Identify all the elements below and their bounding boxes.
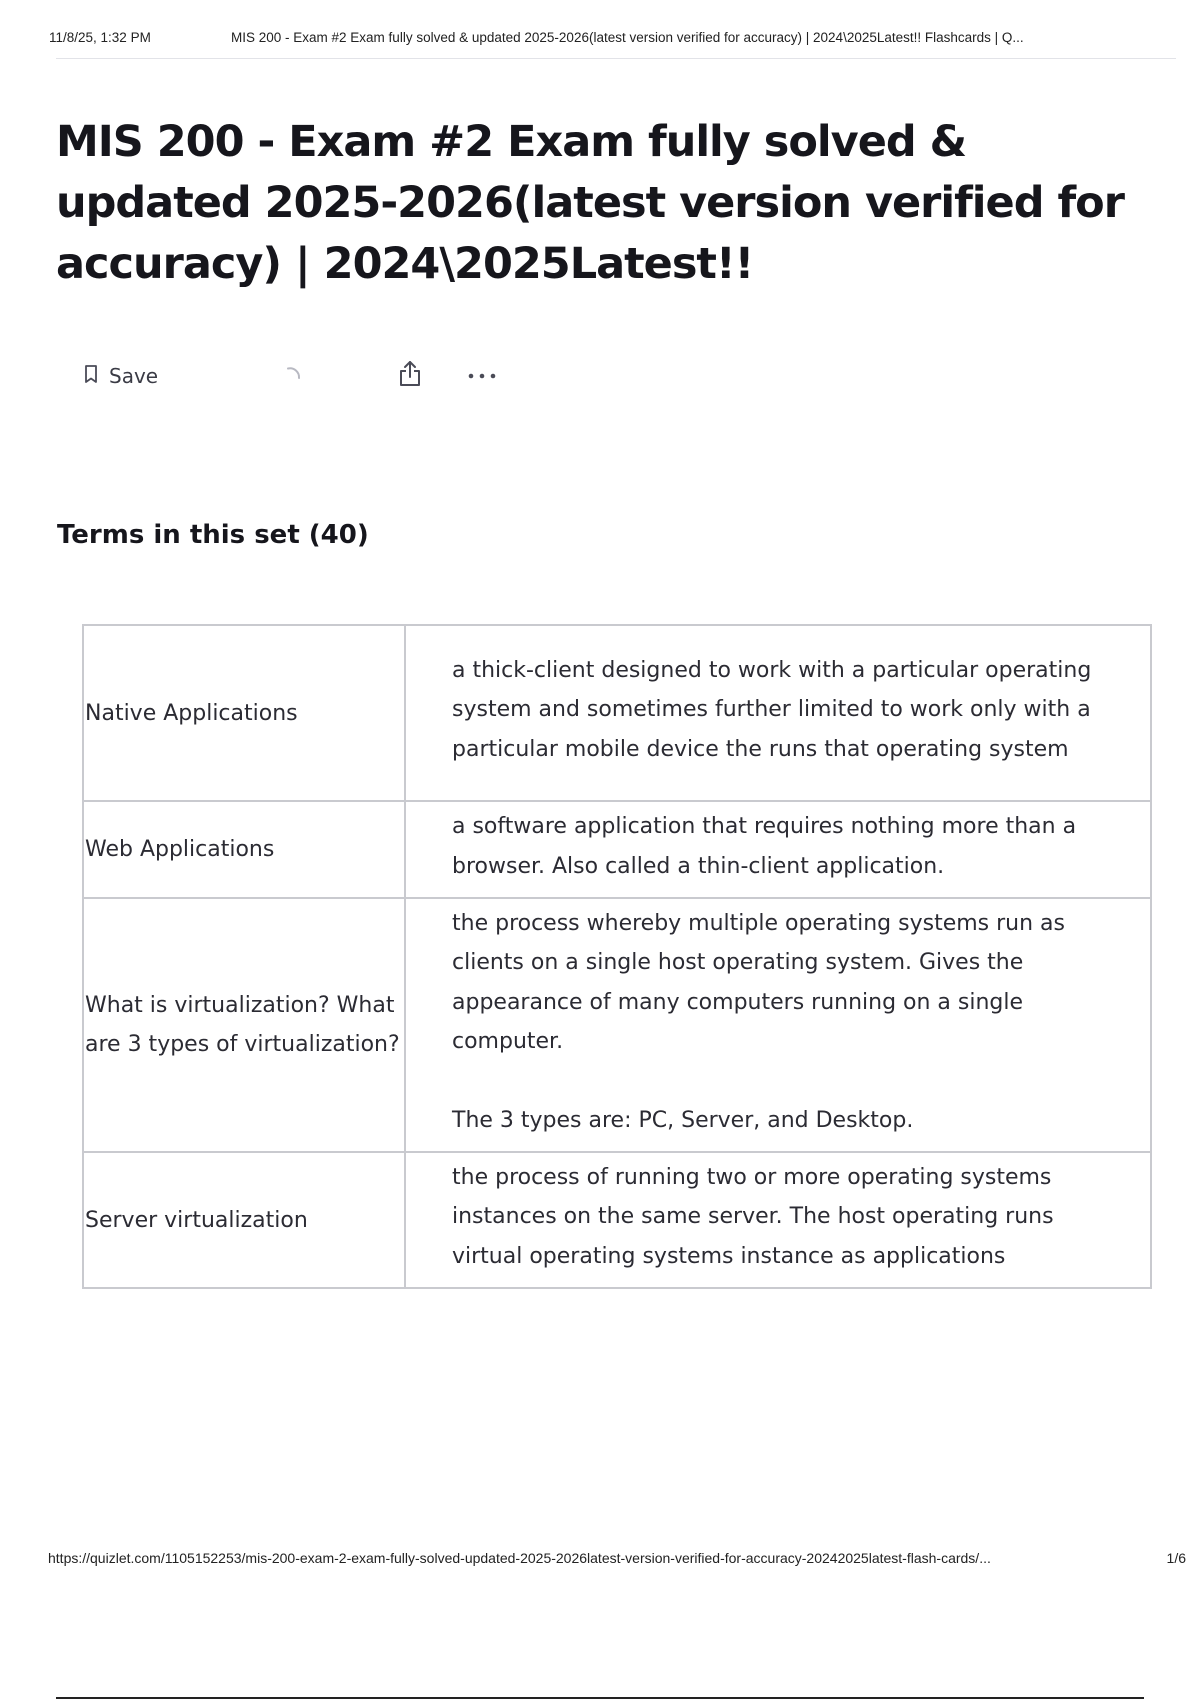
term-text: Native Applications	[83, 625, 405, 801]
save-label: Save	[109, 364, 159, 388]
definition-text: a thick-client designed to work with a particular operating system and sometimes further limited to work only with a particular mobile device the runs that operating system	[405, 625, 1151, 801]
terms-table	[82, 624, 1152, 1289]
bookmark-icon	[84, 364, 98, 389]
footer-url: https://quizlet.com/1105152253/mis-200-exam-2-exam-fully-solved-updated-2025-2026latest-version-verified-for-accuracy-20242025latest-flash-cards/...	[48, 1550, 991, 1566]
term-text: Web Applications	[83, 801, 405, 898]
bottom-divider	[56, 1697, 1144, 1699]
term-row	[83, 1152, 1151, 1288]
definition-text: the process whereby multiple operating systems run as clients on a single host operating system. Gives the appearance of many computers running on a single computer. The 3 types are: PC, Server, and Desktop.	[405, 898, 1151, 1152]
share-button[interactable]	[392, 358, 428, 394]
more-options-icon	[467, 367, 497, 385]
save-button[interactable]	[84, 358, 158, 394]
print-header	[49, 30, 1184, 50]
term-text: Server virtualization	[83, 1152, 405, 1288]
set-toolbar	[84, 358, 524, 394]
loading-spinner-icon	[274, 358, 310, 394]
page-title: MIS 200 - Exam #2 Exam fully solved & updated 2025-2026(latest version verified for accuracy) | 2024\2025Latest!!	[56, 117, 1124, 289]
term-row	[83, 801, 1151, 898]
share-icon	[397, 360, 423, 393]
definition-text: the process of running two or more operating systems instances on the same server. The host operating runs virtual operating systems instance as applications	[405, 1152, 1151, 1288]
more-options-button[interactable]	[464, 358, 500, 394]
definition-text: a software application that requires nothing more than a browser. Also called a thin-client application.	[405, 801, 1151, 898]
footer-page-number: 1/6	[1166, 1550, 1186, 1566]
header-divider	[56, 58, 1176, 59]
print-doc-title: MIS 200 - Exam #2 Exam fully solved & updated 2025-2026(latest version verified for accuracy) | 2024\2025Latest!! Flashcards | Q...	[231, 30, 1024, 45]
term-row	[83, 898, 1151, 1152]
term-text: What is virtualization? What are 3 types of virtualization?	[83, 898, 405, 1152]
terms-heading: Terms in this set (40)	[57, 520, 369, 550]
term-row	[83, 625, 1151, 801]
print-date: 11/8/25, 1:32 PM	[49, 30, 151, 45]
